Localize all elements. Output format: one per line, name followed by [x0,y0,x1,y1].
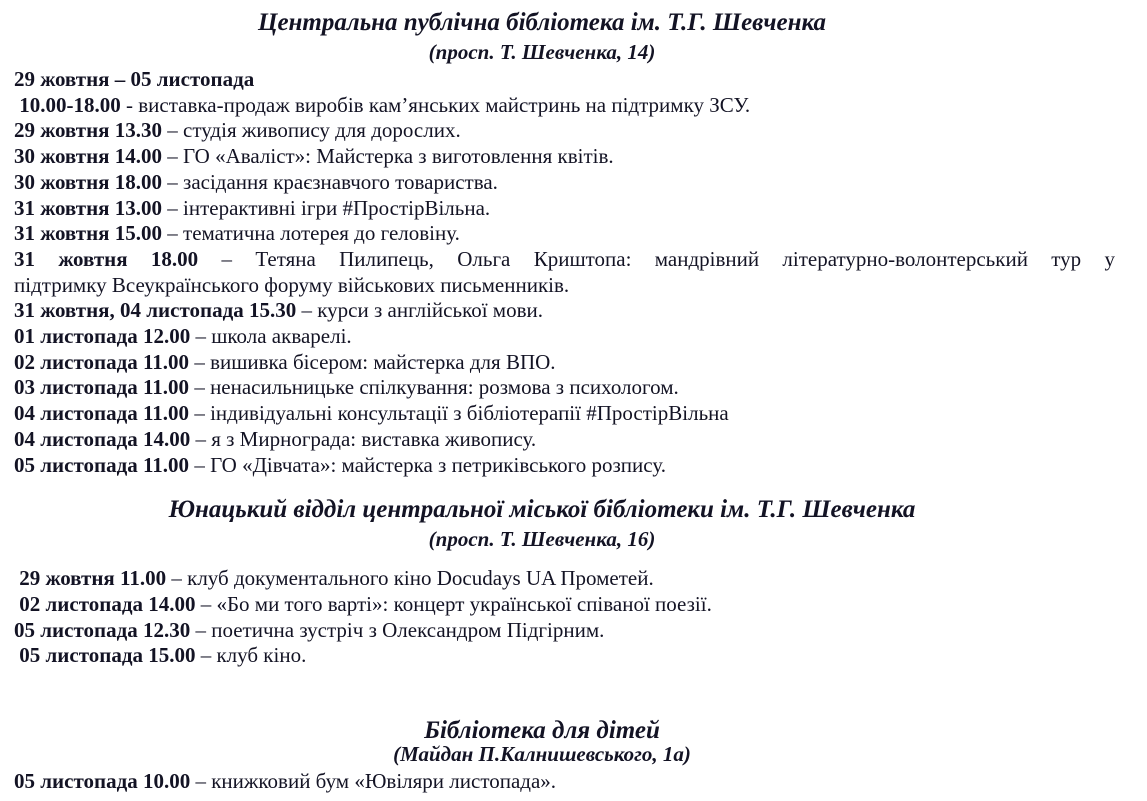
event-date: 29 жовтня – 05 листопада [14,67,255,91]
event-date: 02 листопада 11.00 [14,349,190,374]
event-line [14,643,1115,669]
event-description: – клуб кіно. [195,643,307,668]
event-line [14,196,1115,222]
event-date: 02 листопада 14.00 [14,591,196,616]
section-address: (просп. Т. Шевченка, 14) [428,40,656,64]
event-description: – засідання краєзнавчого товариства. [162,169,498,194]
event-description: – клуб документального кіно Docudays UA Прометей. [166,566,654,591]
section-title: Центральна публічна бібліотека ім. Т.Г. Шевченка [258,9,826,36]
event-date: 31 жовтня, 04 листопада 15.30 [14,298,297,323]
event-description: – Тетяна Пилипець, Ольга Криштопа: мандрівний літературно-волонтерський тур у [198,246,1115,271]
event-line [14,618,1115,644]
event-description: – ненасильницьке спілкування: розмова з психологом. [189,375,679,400]
event-date: 03 листопада 11.00 [14,375,190,400]
event-date: 31 жовтня 15.00 [14,221,163,246]
event-line [14,427,1115,453]
event-date: 01 листопада 12.00 [14,324,191,349]
event-description: – вишивка бісером: майстерка для ВПО. [189,349,556,374]
event-description: – курси з англійської мови. [296,298,543,323]
event-description: – «Бо ми того варті»: концерт української співаної поезії. [195,591,712,616]
event-date: 05 листопада 11.00 [14,452,190,477]
event-line [14,375,1115,401]
event-line [14,93,1115,119]
event-date: 29 жовтня 13.30 [14,118,163,143]
event-date: 04 листопада 14.00 [14,426,191,451]
event-line [14,144,1115,170]
event-description: – студія живопису для дорослих. [162,118,461,143]
event-date: 30 жовтня 18.00 [14,169,163,194]
event-description: – ГО «Дівчата»: майстерка з петриківського розпису. [189,452,666,477]
section-title: Юнацький відділ центральної міської бібліотеки ім. Т.Г. Шевченка [168,496,916,524]
event-continuation [14,273,1115,299]
event-line [14,453,1115,479]
event-description: – інтерактивні ігри #ПростірВільна. [162,195,491,220]
event-description: – школа акварелі. [190,324,352,349]
event-line [14,67,1115,93]
event-date: 05 листопада 15.00 [14,643,196,668]
event-date: 05 листопада 10.00 [14,769,191,794]
event-line [14,170,1115,196]
section-central-library [14,7,1115,478]
event-line-justified [14,247,1115,273]
event-line [14,401,1115,427]
event-date: 10.00-18.00 [14,92,121,117]
event-line [14,566,1115,592]
event-line [14,769,1115,795]
event-line [14,592,1115,618]
event-date: 05 листопада 12.30 [14,617,191,642]
event-line [14,350,1115,376]
event-description: підтримку Всеукраїнського форуму військових письменників. [14,272,570,297]
event-description: – індивідуальні консультації з бібліотерапії #ПростірВільна [189,401,729,426]
event-date: 30 жовтня 14.00 [14,144,163,169]
event-date: 31 жовтня 18.00 [14,246,199,271]
event-description: – тематична лотерея до геловіну. [162,221,460,246]
event-date: 29 жовтня 11.00 [14,566,167,591]
event-line [14,324,1115,350]
event-list [14,566,1115,669]
event-date: 31 жовтня 13.00 [14,195,163,220]
event-date: 04 листопада 11.00 [14,401,190,426]
event-description: – поетична зустріч з Олександром Підгірним. [190,617,605,642]
event-description: – ГО «Аваліст»: Майстерка з виготовлення квітів. [162,144,614,169]
event-list [14,769,1115,795]
event-line [14,221,1115,247]
section-address: (Майдан П.Калнишевського, 1а) [393,742,691,767]
event-description: - виставка-продаж виробів кам’янських майстринь на підтримку ЗСУ. [120,92,751,117]
section-youth-department [14,494,1115,669]
event-description: – я з Мирнограда: виставка живопису. [190,426,537,451]
section-address: (просп. Т. Шевченка, 16) [428,527,656,552]
event-description: – книжковий бум «Ювіляри листопада». [190,769,557,794]
section-title: Бібліотека для дітей [424,717,660,745]
event-list [14,67,1115,478]
event-line [14,118,1115,144]
section-children-library [14,715,1115,795]
event-line [14,298,1115,324]
